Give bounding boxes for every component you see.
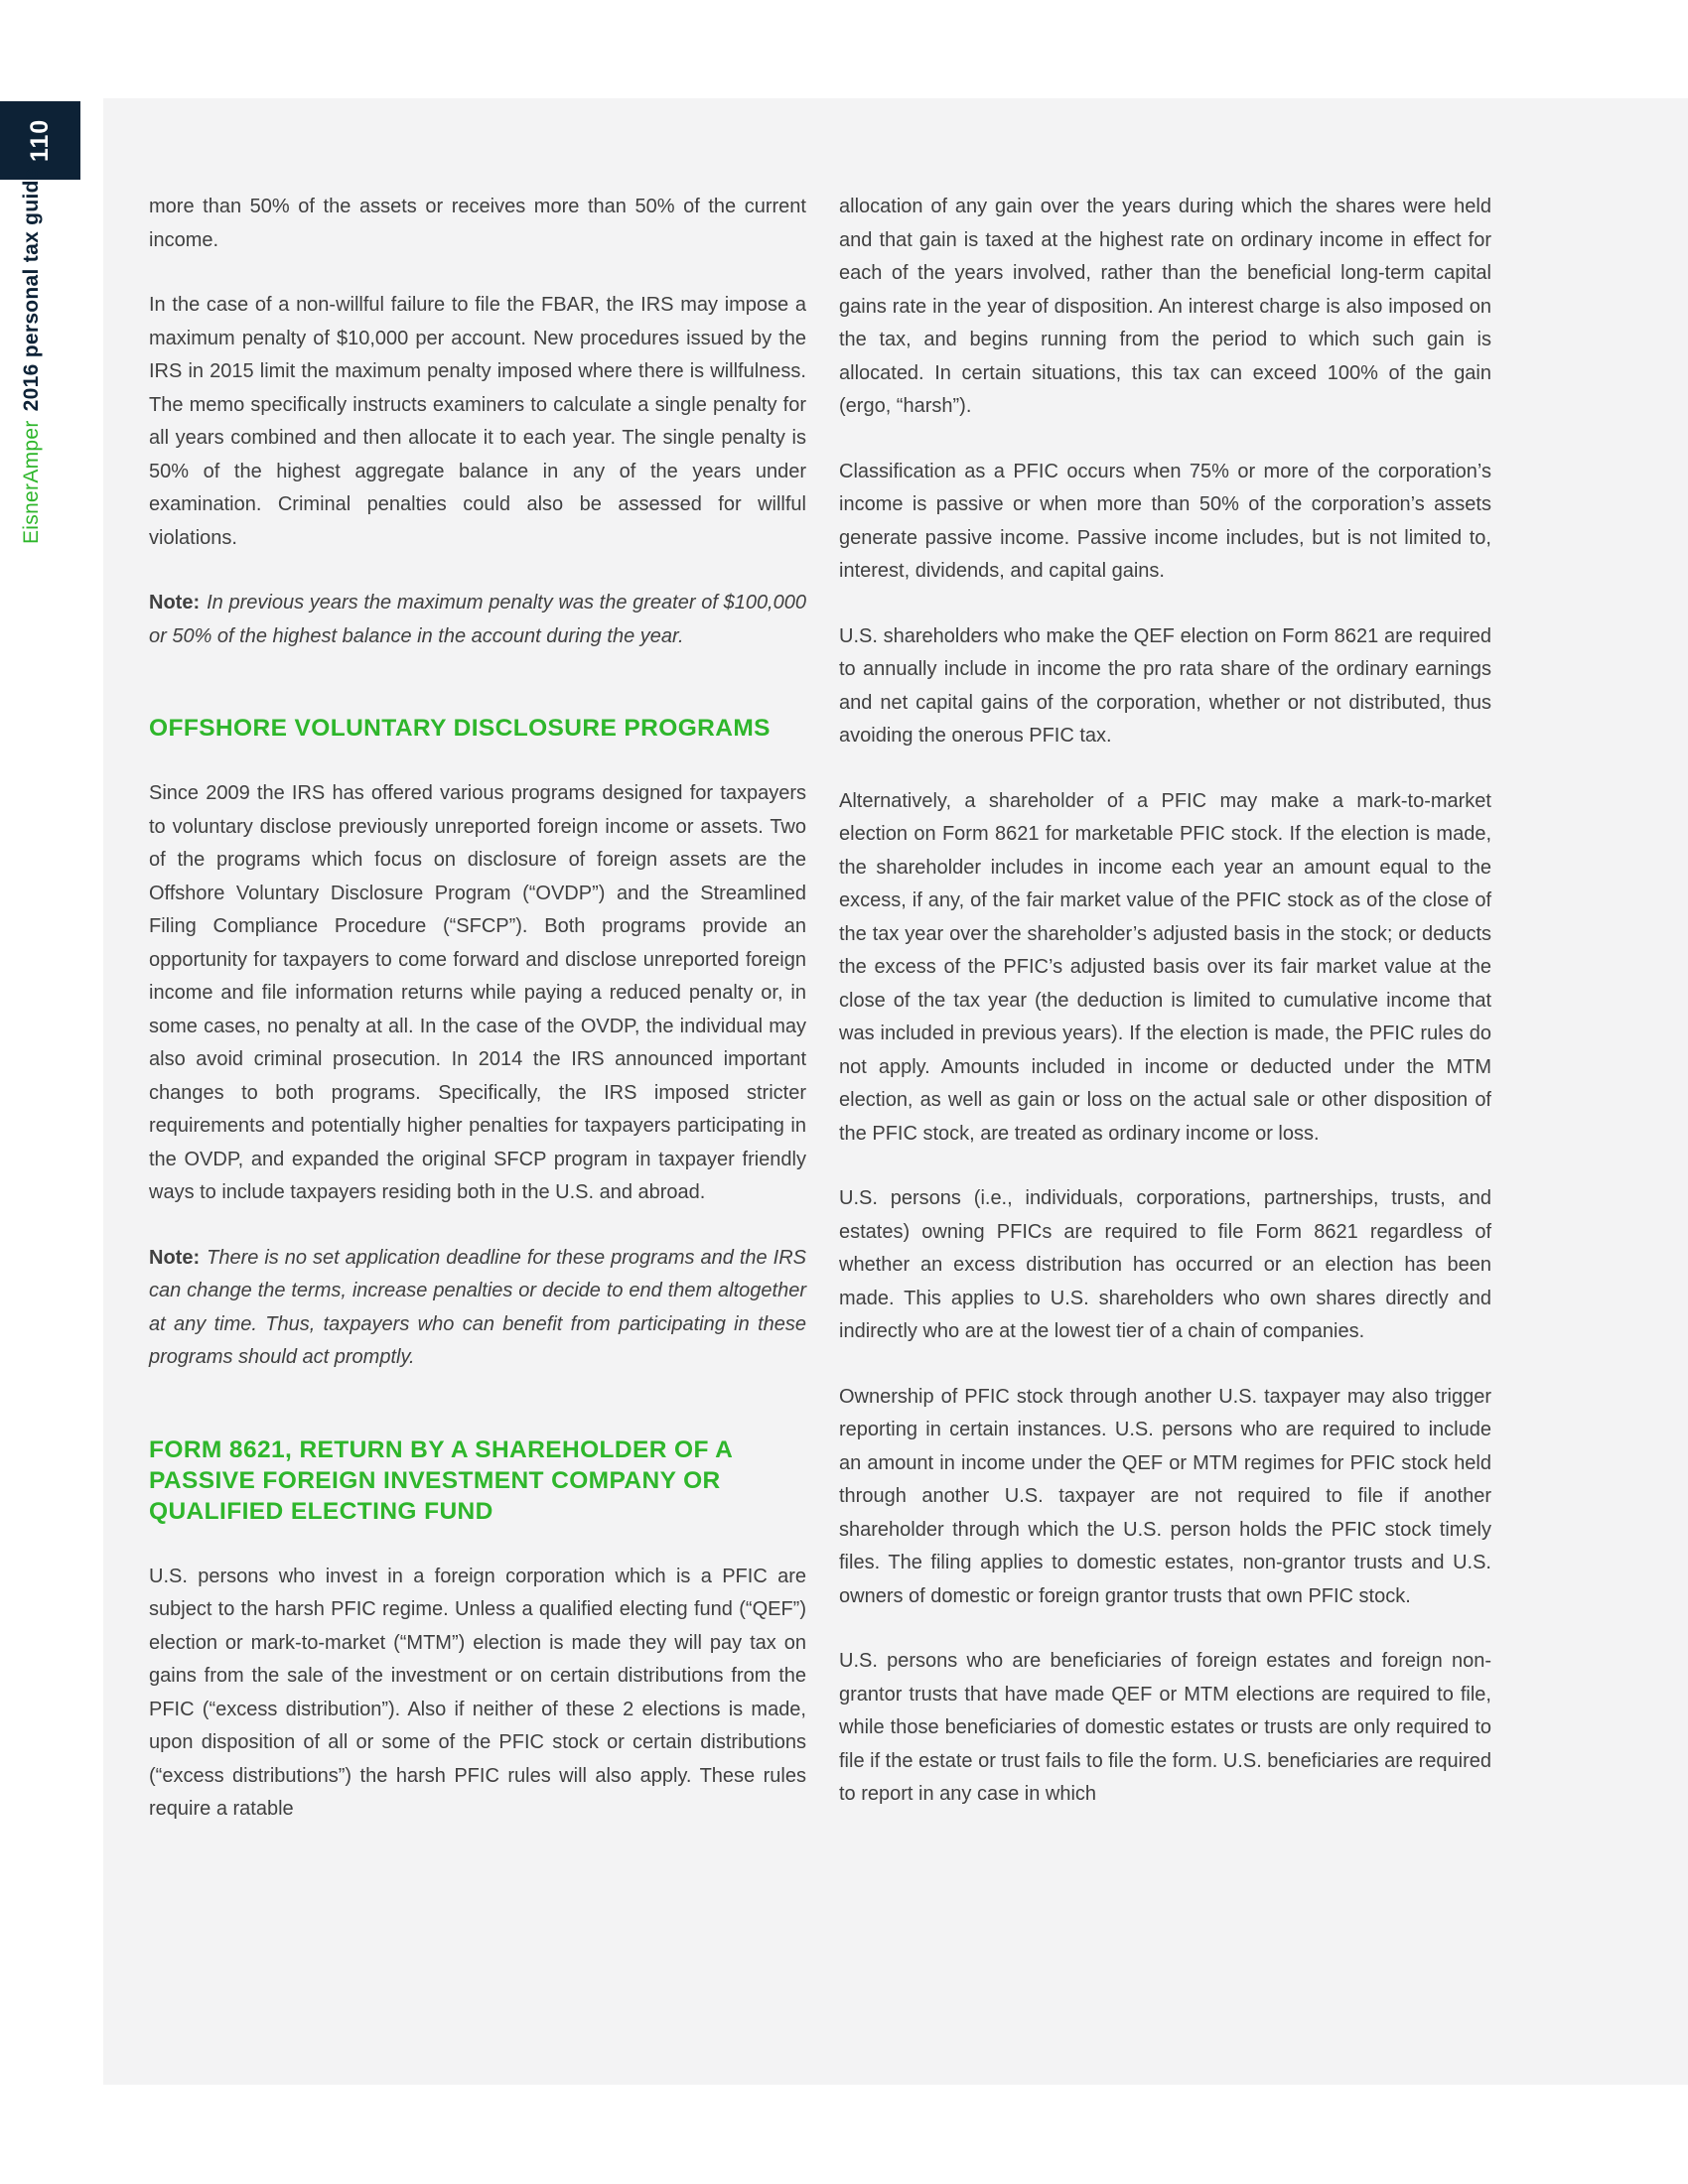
left-column xyxy=(149,191,806,1827)
spine-text xyxy=(20,168,44,544)
paragraph-beneficiaries: U.S. persons who are beneficiaries of foreign estates and foreign non-grantor trusts that have made QEF or MTM elections are required to file, while those beneficiaries of domestic estates or trusts are only required to file if the estate or trust fails to file the form. U.S. beneficiaries are required to report in any case in which xyxy=(839,1650,1491,1805)
brand-name: EisnerAmper xyxy=(20,420,43,544)
paragraph-fbar-penalty: In the case of a non-willful failure to file the FBAR, the IRS may impose a maximum penalty of $10,000 per account. New procedures issued by the IRS in 2015 limit the maximum penalty imposed where there is willfulness. The memo specifically instructs examiners to calculate a single penalty for all years combined and then allocate it to each year. The single penalty is 50% of the highest aggregate balance in any of the years under examination. Criminal penalties could also be assessed for willful violations. xyxy=(149,294,806,549)
right-column xyxy=(839,191,1491,1812)
paragraph-pfic-classification: Classification as a PFIC occurs when 75% or more of the corporation’s income is passive or when more than 50% of the corporation’s assets generate passive income. Passive income includes, but is not limited to, interest, dividends, and capital gains. xyxy=(839,460,1491,582)
note-label: Note: xyxy=(149,592,201,614)
paragraph-form-8621-filing: U.S. persons (i.e., individuals, corporations, partnerships, trusts, and estates) owning PFICs are required to file Form 8621 regardless of whether an excess distribution has occurred or an election has been made. This applies to U.S. shareholders who own shares directly and indirectly who are at the lowest tier of a chain of companies. xyxy=(839,1187,1491,1342)
paragraph-mark-to-market: Alternatively, a shareholder of a PFIC may make a mark-to-market election on Form 8621 for marketable PFIC stock. If the election is made, the shareholder includes in income each year an amount equal to the excess, if any, of the fair market value of the PFIC stock as of the close of the tax year over the shareholder’s adjusted basis in the stock; or deducts the excess of the PFIC’s adjusted basis over its fair market value at the close of the tax year (the deduction is limited to cumulative income that was included in previous years). If the election is made, the PFIC rules do not apply. Amounts included in income or deducted under the MTM election, as well as gain or loss on the actual sale or other disposition of the PFIC stock, are treated as ordinary income or loss. xyxy=(839,789,1491,1145)
paragraph-indirect-ownership: Ownership of PFIC stock through another U.S. taxpayer may also trigger reporting in certain instances. U.S. persons who are required to include an amount in income under the QEF or MTM regimes for PFIC stock held through another U.S. taxpayer are not required to file if another shareholder through which the U.S. person holds the PFIC stock timely files. The filing applies to domestic estates, non-grantor trusts and U.S. owners of domestic or foreign grantor trusts that own PFIC stock. xyxy=(839,1385,1491,1607)
guide-edition: 2016 personal tax guide xyxy=(20,168,43,412)
heading-form-8621: FORM 8621, RETURN BY A SHAREHOLDER OF A PASSIVE FOREIGN INVESTMENT COMPANY OR QUALIFIED ELECTING FUND xyxy=(149,1435,733,1525)
paragraph-qef-election: U.S. shareholders who make the QEF election on Form 8621 are required to annually include in income the pro rata share of the ordinary earnings and net capital gains of the corporation, whether or not distributed, thus avoiding the onerous PFIC tax. xyxy=(839,624,1491,747)
paragraph-pfic-regime: U.S. persons who invest in a foreign corporation which is a PFIC are subject to the harsh PFIC regime. Unless a qualified electing fund (“QEF”) election or mark-to-market (“MTM”) election is made they will pay tax on gains from the sale of the investment or on certain distributions from the PFIC (“excess distribution”). Also if neither of these 2 elections is made, upon disposition of all or some of the PFIC stock or certain distributions (“excess distributions”) the harsh PFIC rules will also apply. These rules require a ratable xyxy=(149,1565,806,1820)
paragraph-ovdp-sfcp: Since 2009 the IRS has offered various programs designed for taxpayers to voluntary disclose previously unreported foreign income or assets. Two of the programs which focus on disclosure of foreign assets are the Offshore Voluntary Disclosure Program (“OVDP”) and the Streamlined Filing Compliance Procedure (“SFCP”). Both programs provide an opportunity for taxpayers to come forward and disclose unreported foreign income and file information returns while paying a reduced penalty or, in some cases, no penalty at all. In the case of the OVDP, the individual may also avoid criminal prosecution. In 2014 the IRS announced important changes to both programs. Specifically, the IRS imposed stricter requirements and potentially higher penalties for taxpayers participating in the OVDP, and expanded the original SFCP program in taxpayer friendly ways to include taxpayers residing both in the U.S. and abroad. xyxy=(149,782,806,1203)
note-text: In previous years the maximum penalty was the greater of $100,000 or 50% of the highest balance in the account during the year. xyxy=(149,592,806,647)
note-text: There is no set application deadline for these programs and the IRS can change the terms, increase penalties or decide to end them altogether at any time. Thus, taxpayers who can benefit from participating in these programs should act promptly. xyxy=(149,1246,806,1368)
note-label: Note: xyxy=(149,1246,201,1269)
paragraph-gain-allocation: allocation of any gain over the years during which the shares were held and that gain is taxed at the highest rate on ordinary income in effect for each of the years involved, rather than the beneficial long-term capital gains rate in the year of disposition. An interest charge is also imposed on the tax, and begins running from the period to which such gain is allocated. In certain situations, this tax can exceed 100% of the gain (ergo, “harsh”). xyxy=(839,196,1491,417)
page-number: 110 xyxy=(26,118,54,163)
note-previous-penalty xyxy=(149,587,806,653)
note-no-deadline xyxy=(149,1242,806,1375)
paragraph-fbar-continuation: more than 50% of the assets or receives more than 50% of the current income. xyxy=(149,196,806,251)
heading-offshore-voluntary-disclosure: OFFSHORE VOLUNTARY DISCLOSURE PROGRAMS xyxy=(149,715,771,742)
